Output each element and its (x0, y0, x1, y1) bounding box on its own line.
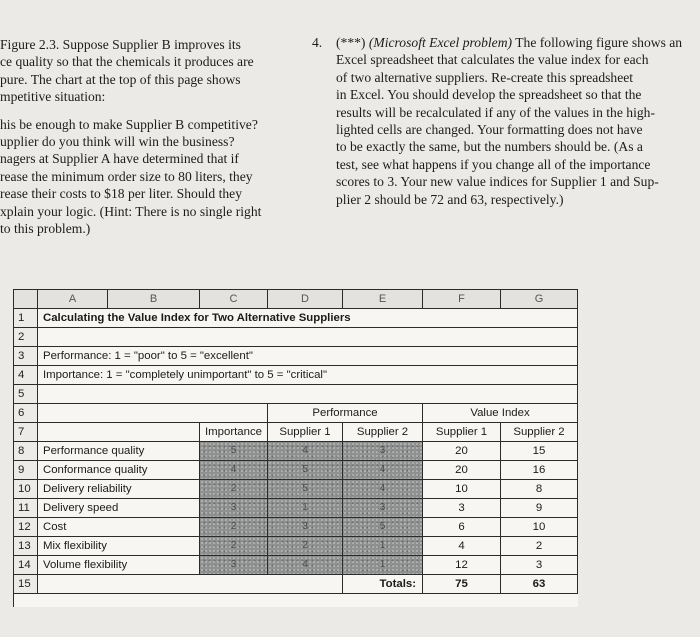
row-number[interactable]: 9 (14, 461, 38, 479)
sheet-title[interactable]: Calculating the Value Index for Two Alternative Suppliers (43, 312, 351, 324)
problem-line: Excel spreadsheet that calculates the value index for each (336, 52, 649, 68)
left-para2-line: nagers at Supplier A have determined that if (0, 151, 239, 167)
column-header[interactable]: D (268, 290, 343, 308)
column-header[interactable]: E (343, 290, 423, 308)
row-number[interactable]: 6 (14, 404, 38, 422)
row-number[interactable]: 15 (14, 575, 38, 593)
supplier2-score-input[interactable]: 3 (343, 442, 423, 460)
value-index-supplier1[interactable]: 6 (423, 518, 501, 536)
column-header[interactable]: F (423, 290, 501, 308)
problem-stars: (***) (336, 35, 366, 50)
value-index-supplier2[interactable]: 8 (501, 480, 578, 498)
header-supplier-1[interactable]: Supplier 1 (268, 423, 343, 441)
importance-input[interactable]: 4 (200, 461, 268, 479)
value-index-supplier1[interactable]: 10 (423, 480, 501, 498)
left-para1-line: ce quality so that the chemicals it produces are (0, 54, 254, 70)
dimension-name[interactable]: Volume flexibility (38, 556, 200, 574)
importance-input[interactable]: 2 (200, 480, 268, 498)
column-header[interactable]: G (501, 290, 578, 308)
dimension-name[interactable]: Conformance quality (38, 461, 200, 479)
value-index-supplier1[interactable]: 20 (423, 461, 501, 479)
column-header[interactable]: B (108, 290, 200, 308)
dimension-name[interactable]: Delivery reliability (38, 480, 200, 498)
sheet-row (14, 404, 578, 423)
sheet-row (14, 423, 578, 442)
supplier2-score-input[interactable]: 4 (343, 461, 423, 479)
sheet-row (14, 328, 578, 347)
total-supplier1[interactable]: 75 (423, 575, 501, 593)
value-index-supplier1[interactable]: 12 (423, 556, 501, 574)
supplier1-score-input[interactable]: 4 (268, 556, 343, 574)
left-para2-line: upplier do you think will win the business? (0, 134, 235, 150)
sheet-row (14, 366, 578, 385)
problem-line: plier 2 should be 72 and 63, respectively.) (336, 191, 564, 207)
left-para2-line: rease their costs to $18 per liter. Should they (0, 186, 242, 202)
left-para1-line: Figure 2.3. Suppose Supplier B improves its (0, 37, 241, 52)
sheet-row (14, 309, 578, 328)
row-number[interactable]: 5 (14, 385, 38, 403)
group-header-value-index[interactable]: Value Index (423, 404, 578, 422)
importance-scale-note[interactable]: Importance: 1 = "completely unimportant" to 5 = "critical" (43, 369, 327, 381)
corner-cell (14, 290, 38, 308)
row-number[interactable]: 13 (14, 537, 38, 555)
supplier1-score-input[interactable]: 2 (268, 537, 343, 555)
left-column-text (0, 36, 292, 237)
value-index-supplier2[interactable]: 9 (501, 499, 578, 517)
dimension-row (14, 518, 578, 537)
problem-line: in Excel. You should develop the spreadsheet so that the (336, 87, 642, 103)
left-para2-line: rease the minimum order size to 80 liters, they (0, 168, 253, 184)
problem-line: lighted cells are changed. Your formatting does not have (336, 122, 643, 138)
importance-input[interactable]: 3 (200, 556, 268, 574)
row-number[interactable]: 8 (14, 442, 38, 460)
dimension-name[interactable]: Cost (38, 518, 200, 536)
header-vi-supplier-2[interactable]: Supplier 2 (501, 423, 578, 441)
supplier2-score-input[interactable]: 5 (343, 518, 423, 536)
totals-row (14, 575, 578, 594)
importance-input[interactable]: 3 (200, 499, 268, 517)
dimension-row (14, 556, 578, 575)
header-vi-supplier-1[interactable]: Supplier 1 (423, 423, 501, 441)
row-number[interactable]: 1 (14, 309, 38, 327)
value-index-supplier2[interactable]: 2 (501, 537, 578, 555)
dimension-row (14, 461, 578, 480)
row-number[interactable]: 3 (14, 347, 38, 365)
problem-number: 4. (312, 35, 323, 50)
left-para2-line: xplain your logic. (Hint: There is no single right (0, 203, 262, 219)
left-para2-line: his be enough to make Supplier B competitive? (0, 116, 258, 132)
row-number[interactable]: 14 (14, 556, 38, 574)
header-supplier-2[interactable]: Supplier 2 (343, 423, 423, 441)
supplier2-score-input[interactable]: 1 (343, 556, 423, 574)
value-index-supplier2[interactable]: 15 (501, 442, 578, 460)
supplier1-score-input[interactable]: 4 (268, 442, 343, 460)
supplier1-score-input[interactable]: 1 (268, 499, 343, 517)
row-number[interactable]: 4 (14, 366, 38, 384)
problem-line: scores to 3. Your new value indices for Supplier 1 and Sup- (336, 174, 659, 190)
supplier1-score-input[interactable]: 3 (268, 518, 343, 536)
supplier1-score-input[interactable]: 5 (268, 480, 343, 498)
column-header[interactable]: A (38, 290, 108, 308)
value-index-supplier2[interactable]: 10 (501, 518, 578, 536)
totals-label[interactable]: Totals: (343, 575, 423, 593)
total-supplier2[interactable]: 63 (501, 575, 578, 593)
dimension-name[interactable]: Delivery speed (38, 499, 200, 517)
dimension-row (14, 442, 578, 461)
row-number[interactable]: 2 (14, 328, 38, 346)
supplier2-score-input[interactable]: 1 (343, 537, 423, 555)
column-header[interactable]: C (200, 290, 268, 308)
spreadsheet (13, 289, 578, 607)
left-para1-line: mpetitive situation: (0, 89, 106, 105)
row-number[interactable]: 10 (14, 480, 38, 498)
problem-line: test, see what happens if you change all of the importance (336, 156, 651, 172)
value-index-supplier1[interactable]: 4 (423, 537, 501, 555)
dimension-row (14, 537, 578, 556)
problem-4 (312, 34, 696, 208)
value-index-supplier2[interactable]: 3 (501, 556, 578, 574)
supplier1-score-input[interactable]: 5 (268, 461, 343, 479)
dimension-name[interactable]: Mix flexibility (38, 537, 200, 555)
column-header-row (14, 290, 578, 309)
problem-line: The following figure shows an (512, 35, 683, 50)
importance-input[interactable]: 5 (200, 442, 268, 460)
problem-tag: (Microsoft Excel problem) (368, 35, 513, 50)
value-index-supplier1[interactable]: 20 (423, 442, 501, 460)
problem-line: results will be recalculated if any of the values in the high- (336, 104, 655, 120)
importance-input[interactable]: 2 (200, 518, 268, 536)
row-number[interactable]: 11 (14, 499, 38, 517)
left-para1-line: pure. The chart at the top of this page shows (0, 71, 241, 87)
supplier2-score-input[interactable]: 3 (343, 499, 423, 517)
dimension-row (14, 480, 578, 499)
row-number[interactable]: 7 (14, 423, 38, 441)
problem-line: to be exactly the same, but the numbers should be. (As a (336, 139, 643, 155)
group-header-performance[interactable]: Performance (268, 404, 423, 422)
sheet-row (14, 385, 578, 404)
value-index-supplier1[interactable]: 3 (423, 499, 501, 517)
dimension-row (14, 499, 578, 518)
row-number[interactable]: 12 (14, 518, 38, 536)
sheet-row (14, 347, 578, 366)
importance-input[interactable]: 2 (200, 537, 268, 555)
dimension-name[interactable]: Performance quality (38, 442, 200, 460)
performance-scale-note[interactable]: Performance: 1 = "poor" to 5 = "excellent" (43, 350, 253, 362)
supplier2-score-input[interactable]: 4 (343, 480, 423, 498)
value-index-supplier2[interactable]: 16 (501, 461, 578, 479)
problem-line: of two alternative suppliers. Re-create this spreadsheet (336, 69, 634, 85)
header-importance[interactable]: Importance (200, 423, 268, 441)
left-para2-line: to this problem.) (0, 221, 91, 237)
